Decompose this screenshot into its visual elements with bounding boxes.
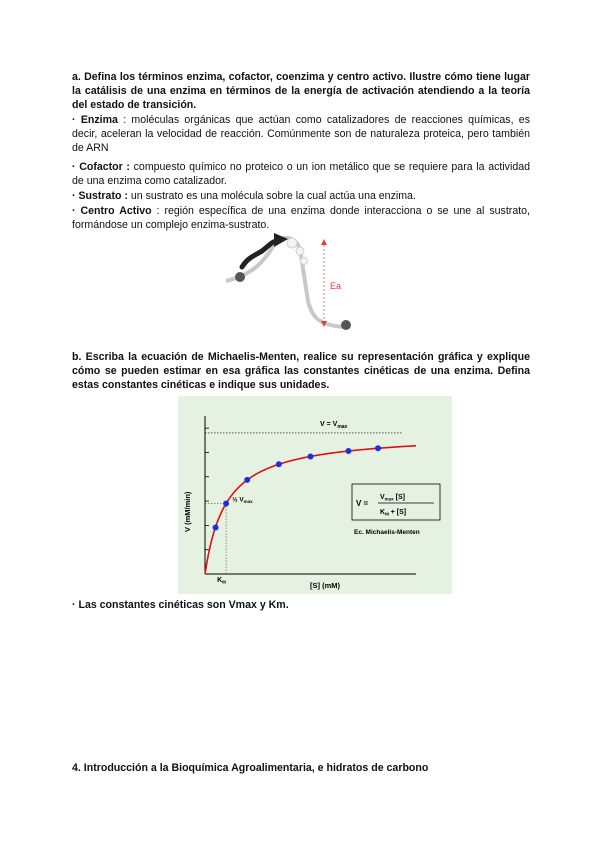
term-sustrato: · Sustrato : [72, 190, 128, 202]
def-text-cofactor: compuesto químico no proteico o un ion metálico que se requiere para la actividad de una enzima como catalizador. [72, 161, 531, 188]
vmax-label: $V = V_{max}$ [320, 421, 348, 430]
equation-denominator: $K_M + [S]$ [380, 509, 407, 517]
data-point-4 [276, 461, 282, 467]
data-point-3 [244, 477, 250, 483]
transition-ball-2 [296, 247, 304, 255]
ea-label: Ea [330, 281, 342, 291]
equation-lhs: V = [356, 499, 369, 508]
definition-centro-activo [72, 204, 530, 232]
def-text-enzima: : moléculas orgánicas que actúan como catalizadores de reacciones químicas, es decir, aceleran la velocidad de reacción. Comúnmente son de naturaleza proteica, pero también de ARN [72, 114, 530, 155]
question-b: b. Escriba la ecuación de Michaelis-Menten, realice su representación gráfica y explique cómo se pueden estimar en esa gráfica las constantes cinéticas de una enzima. Defina estas constantes cinéticas e indique sus unidades. [72, 351, 530, 392]
data-point-2 [223, 500, 229, 506]
section-heading: 4. Introducción a la Bioquímica Agroalimentaria, e hidratos de carbono [72, 762, 429, 774]
term-cofactor: · Cofactor : [72, 161, 130, 173]
energy-profile-curve [226, 238, 344, 327]
chart-background [178, 396, 452, 594]
data-point-7 [375, 445, 381, 451]
substrate-ball-start [235, 272, 245, 282]
transition-ball-1 [287, 238, 297, 248]
ea-arrow-up-icon [321, 239, 327, 245]
equation-numerator: $V_{max}$ [S] [380, 494, 405, 502]
term-enzima: · Enzima [72, 114, 118, 126]
y-axis-label: V (mM/min) [183, 491, 192, 532]
arrow-head-icon [274, 233, 288, 247]
km-label: $K_M$ [217, 577, 226, 585]
data-point-1 [213, 524, 219, 530]
activation-energy-figure [222, 231, 362, 337]
term-centro-activo: · Centro Activo [72, 205, 152, 217]
question-a: a. Defina los términos enzima, cofactor, coenzima y centro activo. Ilustre cómo tiene lugar la catálisis de una enzima en términos de la energía de activación atendiendo a la teoría del estado de transición. [72, 71, 530, 112]
def-text-sustrato: un sustrato es una molécula sobre la cual actúa una enzima. [127, 190, 416, 202]
definition-sustrato [72, 189, 530, 203]
transition-ball-3 [301, 258, 308, 265]
data-point-6 [345, 448, 351, 454]
definition-enzima [72, 113, 530, 156]
answer-b: · Las constantes cinéticas son Vmax y Km. [72, 599, 289, 611]
equation-caption: Ec. Michaelis-Menten [354, 529, 420, 536]
half-vmax-label: ½ $V_{max}$ [232, 496, 253, 504]
data-point-5 [308, 453, 314, 459]
x-axis-label: [S] (mM) [310, 581, 340, 590]
def-text-centro-activo: : región específica de una enzima donde interacciona o se une al sustrato, formándose un complejo enzima-sustrato. [72, 205, 530, 232]
michaelis-menten-chart [178, 396, 452, 594]
definition-cofactor [72, 160, 530, 188]
product-ball-end [341, 320, 351, 330]
